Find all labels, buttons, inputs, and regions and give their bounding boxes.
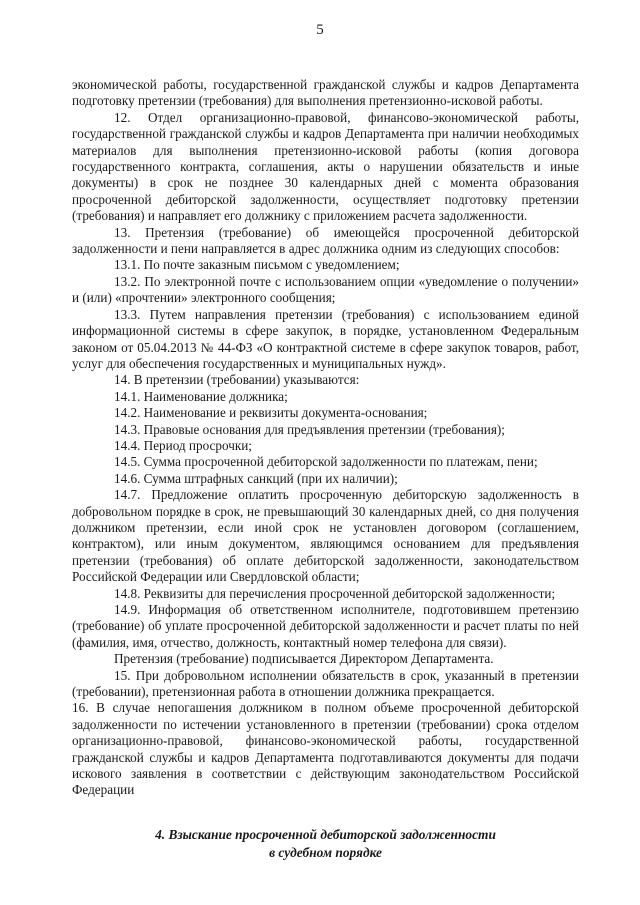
section-heading-line-2: в судебном порядке <box>269 845 382 860</box>
paragraph: 14.2. Наименование и реквизиты документа-основания; <box>114 405 428 421</box>
paragraph: 13.1. По почте заказным письмом с уведомлением; <box>114 257 400 273</box>
paragraph: 14.8. Реквизиты для перечисления просроченной дебиторской задолженности; <box>114 585 556 601</box>
paragraph: 14. В претензии (требовании) указываются: <box>114 372 360 388</box>
paragraph: экономической работы, государственной гражданской службы и кадров Департамента подготовку претензии (требования) для выполнения претензионно-исковой работы. <box>72 77 579 109</box>
paragraph: 14.3. Правовые основания для предъявления претензии (требования); <box>114 421 505 437</box>
paragraph: 15. При добровольном исполнении обязательств в срок, указанный в претензии (требовании), претензионная работа в отношении должника прекращается. <box>72 667 579 700</box>
paragraph: 14.1. Наименование должника; <box>114 388 288 404</box>
page-number: 5 <box>316 22 324 38</box>
section-heading <box>72 826 579 862</box>
paragraph: 12. Отдел организационно-правовой, финансово-экономической работы, государственной гражданской службы и кадров Департамента при наличии необходимых материалов для выполнения претензионно-исковой работы (копия договора государственного контракта, соглашения, акты о нарушении обязательств и иные документы) в срок не позднее 30 календарных дней с момента образования просроченной дебиторской задолженности, осуществляет подготовку претензии (требования) и направляет его должнику с приложением расчета задолженности. <box>72 109 579 224</box>
paragraph: 13.3. Путем направления претензии (требования) с использованием единой информационной системы в сфере закупок, в порядке, установленном Федеральным законом от 05.04.2013 № 44-ФЗ «О контрактной системе в сфере закупок товаров, работ, услуг для обеспечения государственных и муниципальных нужд». <box>72 306 579 371</box>
paragraph: 14.9. Информация об ответственном исполнителе, подготовившем претензию (требование) об уплате просроченной дебиторской задолженности и расчет платы по ней (фамилия, имя, отчество, должность, контактный номер телефона для связи). <box>72 602 579 650</box>
paragraph: 16. В случае непогашения должником в полном объеме просроченной дебиторской задолженности по истечении установленного в претензии (требовании) срока отделом организационно-правовой, финансово-экономической работы, государственной гражданской службы и кадров Департамента подготавливаются документы для подачи искового заявления в соответствии с действующим законодательством Российской Федерации <box>72 700 579 798</box>
paragraph: 13. Претензия (требование) об имеющейся просроченной дебиторской задолженности и пени направляется в адрес должника одним из следующих способов: <box>72 224 579 257</box>
paragraph: 14.4. Период просрочки; <box>114 437 252 453</box>
section-heading-line-1: 4. Взыскание просроченной дебиторской задолженности <box>155 827 496 842</box>
paragraph: Претензия (требование) подписывается Директором Департамента. <box>114 651 494 667</box>
paragraph: 13.2. По электронной почте с использованием опции «уведомление о получении» и (или) «прочтении» электронного сообщения; <box>72 273 579 306</box>
paragraph: 14.7. Предложение оплатить просроченную дебиторскую задолженность в добровольном порядке в срок, не превышающий 30 календарных дней, со дня получения должником претензии, если иной срок не установлен договором (соглашением, контрактом), или иным документом, являющимся основанием для предъявления претензии (требования) об оплате дебиторской задолженности, законодательством Российской Федерации или Свердловской области; <box>72 487 579 585</box>
paragraph: 14.6. Сумма штрафных санкций (при их наличии); <box>114 470 398 486</box>
paragraph: 14.5. Сумма просроченной дебиторской задолженности по платежам, пени; <box>114 454 538 470</box>
document-body <box>72 77 579 799</box>
